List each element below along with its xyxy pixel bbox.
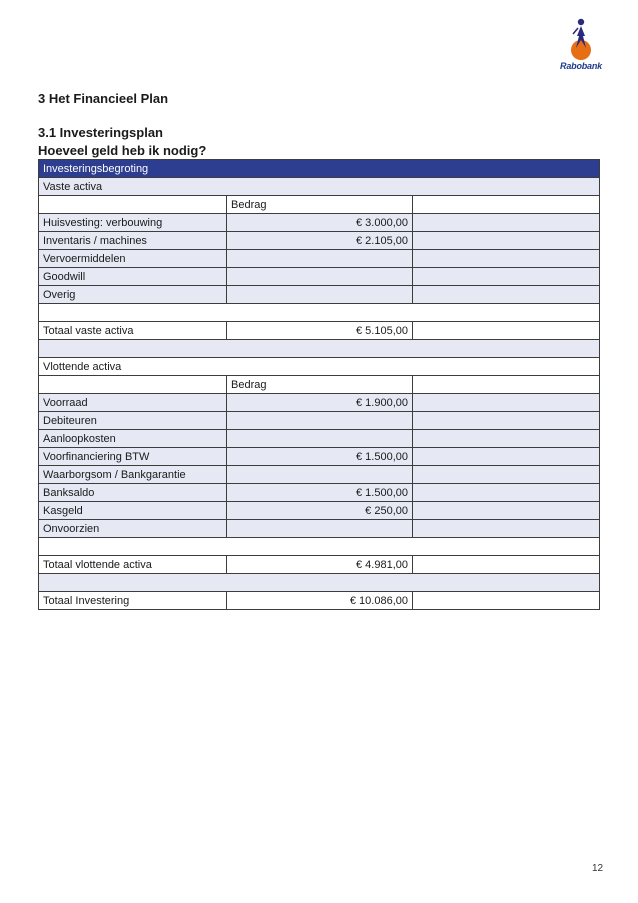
spacer-row xyxy=(39,304,600,322)
table-title-row xyxy=(39,160,600,178)
row-amount xyxy=(227,250,413,268)
row-amount xyxy=(227,286,413,304)
table-row xyxy=(39,232,600,250)
table-row xyxy=(39,430,600,448)
table-row xyxy=(39,448,600,466)
row-amount xyxy=(227,268,413,286)
row-label: Banksaldo xyxy=(39,484,227,502)
row-amount xyxy=(227,412,413,430)
total-row xyxy=(39,556,600,574)
total-row xyxy=(39,322,600,340)
row-label: Overig xyxy=(39,286,227,304)
grand-total-row xyxy=(39,592,600,610)
row-amount: € 1.500,00 xyxy=(227,448,413,466)
row-amount xyxy=(227,430,413,448)
table-row xyxy=(39,268,600,286)
spacer-row xyxy=(39,340,600,358)
table-row xyxy=(39,412,600,430)
row-label: Voorraad xyxy=(39,394,227,412)
amount-header-row xyxy=(39,376,600,394)
fixed-assets-label: Vaste activa xyxy=(39,178,600,196)
row-label: Aanloopkosten xyxy=(39,430,227,448)
table-title: Investeringsbegroting xyxy=(39,160,600,178)
row-amount: € 1.900,00 xyxy=(227,394,413,412)
spacer-row xyxy=(39,574,600,592)
chapter-title: 3 Het Financieel Plan xyxy=(38,91,169,106)
total-label: Totaal vlottende activa xyxy=(39,556,227,574)
row-label: Vervoermiddelen xyxy=(39,250,227,268)
page-number: 12 xyxy=(592,863,604,874)
table-row xyxy=(39,466,600,484)
table-row xyxy=(39,394,600,412)
section-row xyxy=(39,358,600,376)
row-label: Onvoorzien xyxy=(39,520,227,538)
table-row xyxy=(39,286,600,304)
total-amount: € 5.105,00 xyxy=(227,322,413,340)
grand-total-amount: € 10.086,00 xyxy=(227,592,413,610)
table-row xyxy=(39,520,600,538)
section-title xyxy=(38,124,206,160)
row-amount: € 250,00 xyxy=(227,502,413,520)
total-label: Totaal vaste activa xyxy=(39,322,227,340)
total-amount: € 4.981,00 xyxy=(227,556,413,574)
current-assets-label: Vlottende activa xyxy=(39,358,600,376)
table-row xyxy=(39,502,600,520)
grand-total-label: Totaal Investering xyxy=(39,592,227,610)
row-amount: € 2.105,00 xyxy=(227,232,413,250)
rabobank-wordmark: Rabobank xyxy=(560,61,602,71)
investment-table xyxy=(38,159,600,610)
rabobank-logo xyxy=(551,14,611,70)
section-row xyxy=(39,178,600,196)
row-label: Debiteuren xyxy=(39,412,227,430)
spacer-row xyxy=(39,538,600,556)
row-label: Waarborgsom / Bankgarantie xyxy=(39,466,227,484)
row-amount xyxy=(227,520,413,538)
row-amount: € 1.500,00 xyxy=(227,484,413,502)
amount-header: Bedrag xyxy=(227,376,413,394)
table-row xyxy=(39,214,600,232)
row-label: Huisvesting: verbouwing xyxy=(39,214,227,232)
row-amount: € 3.000,00 xyxy=(227,214,413,232)
row-amount xyxy=(227,466,413,484)
rabobank-logo-icon xyxy=(551,14,611,60)
row-label: Kasgeld xyxy=(39,502,227,520)
amount-header: Bedrag xyxy=(227,196,413,214)
section-question: Hoeveel geld heb ik nodig? xyxy=(38,143,207,158)
row-label: Goodwill xyxy=(39,268,227,286)
row-label: Voorfinanciering BTW xyxy=(39,448,227,466)
table-row xyxy=(39,250,600,268)
amount-header-row xyxy=(39,196,600,214)
section-heading: 3.1 Investeringsplan xyxy=(38,125,163,140)
row-label: Inventaris / machines xyxy=(39,232,227,250)
table-row xyxy=(39,484,600,502)
